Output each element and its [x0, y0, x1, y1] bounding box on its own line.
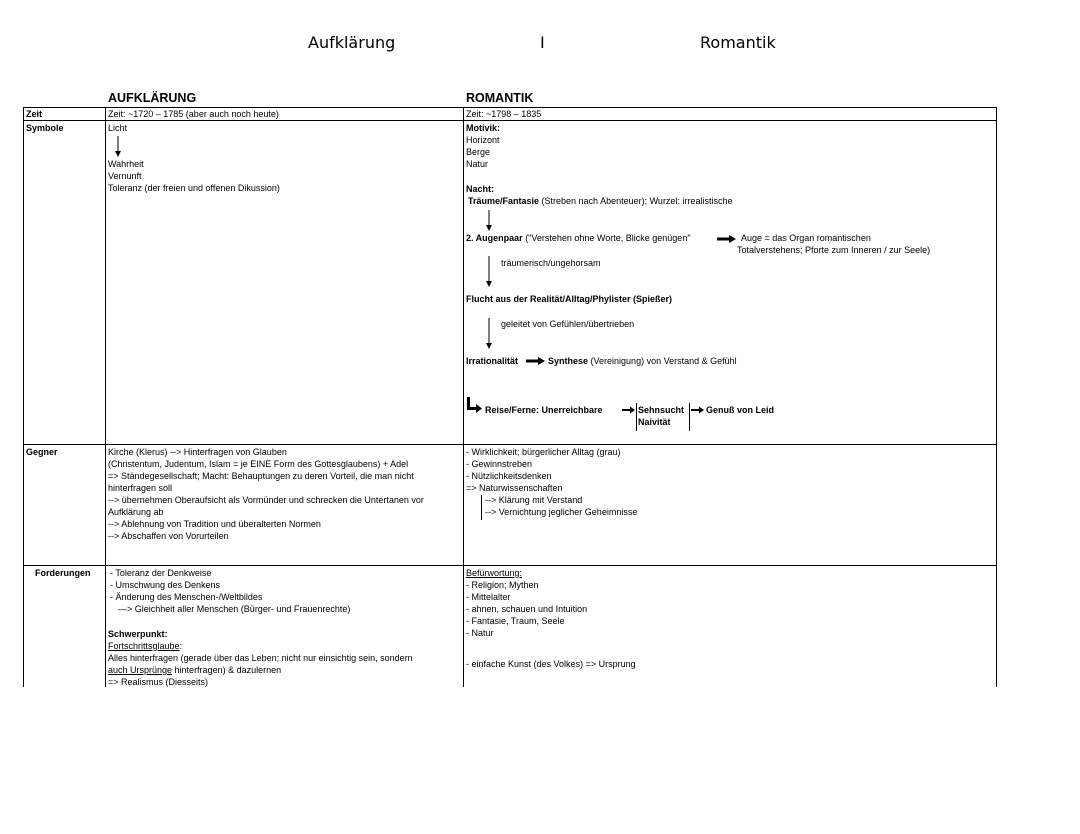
sehnsucht-bar-right [689, 403, 690, 431]
schwerpunkt-label: Schwerpunkt: [108, 629, 168, 639]
alles-line1: Alles hinterfragen (gerade über das Leben; nicht nur einsichtig sein, sondern [108, 653, 413, 663]
einfache-kunst: - einfache Kunst (des Volkes) => Ursprung [466, 659, 636, 669]
augenpaar-line [466, 232, 691, 244]
forderung-2: - Änderung des Menschen-/Weltbildes [110, 592, 263, 602]
reise: Reise/Ferne: Unerreichbare [485, 405, 603, 415]
arrow-right-icon [717, 235, 737, 243]
alles-underlined: auch Ursprünge [108, 665, 173, 675]
row-label-zeit: Zeit [26, 109, 43, 119]
symbol-vernunft: Vernunft [108, 171, 142, 181]
gegner-aufklaerung-7: --> Abschaffen von Vorurteilen [108, 531, 229, 541]
alles-line2 [108, 664, 281, 676]
motivik-natur: Natur [466, 159, 489, 169]
befuerwortung-0: - Religion; Mythen [466, 580, 539, 590]
gegner-aufklaerung-1: (Christentum, Judentum, Islam = je EINE Form des Gottesglaubens) + Adel [108, 459, 409, 469]
flucht: Flucht aus der Realität/Alltag/Phylister (Spießer) [466, 294, 673, 304]
gegner-aufklaerung-2: => Ständegesellschaft; Macht: Behauptungen zu deren Vorteil, die man nicht [108, 471, 414, 481]
traeume-bold: Träume/Fantasie [468, 196, 540, 206]
gegner-aufklaerung-4: --> übernehmen Oberaufsicht als Vormünder und schrecken die Untertanen vor [108, 495, 424, 505]
traeumerisch: träumerisch/ungehorsam [501, 258, 601, 268]
row-label-forderungen: Forderungen [35, 568, 91, 578]
gegner-bracket-bar [481, 495, 482, 520]
arrow-right-icon [526, 357, 546, 365]
gegner-aufklaerung-6: --> Ablehnung von Tradition und überalterten Normen [108, 519, 321, 529]
symbol-licht: Licht [108, 123, 128, 133]
motivik-berge: Berge [466, 147, 491, 157]
traeume-line [468, 195, 732, 207]
title-separator: I [540, 33, 545, 52]
befuerwortung-2: - ahnen, schauen und Intuition [466, 604, 588, 614]
fortschritt-text: Fortschrittsglaube [108, 641, 180, 651]
zeit-romantik: Zeit: ~1798 – 1835 [466, 109, 542, 119]
arrow-right-icon [691, 406, 705, 414]
grid-line-col2 [463, 107, 464, 687]
sehnsucht: Sehnsucht [638, 405, 685, 415]
symbol-wahrheit: Wahrheit [108, 159, 144, 169]
grid-line-col1 [105, 107, 106, 687]
grid-line-gegner [23, 565, 997, 566]
fortschritt-line [108, 640, 182, 652]
forderung-1: - Umschwung des Denkens [110, 580, 221, 590]
row-label-gegner: Gegner [26, 447, 58, 457]
motivik-horizont: Horizont [466, 135, 500, 145]
motivik-label: Motivik: [466, 123, 501, 133]
augenpaar-bold: 2. Augenpaar [466, 233, 523, 243]
right-title: Romantik [700, 33, 776, 52]
realismus: => Realismus (Diesseits) [108, 677, 209, 687]
fortschritt-colon: : [179, 641, 183, 651]
gegner-romantik-5: --> Vernichtung jeglicher Geheimnisse [485, 507, 638, 517]
alles-rest: hinterfragen) & dazulernen [172, 665, 282, 675]
arrow-down-icon [114, 136, 122, 158]
zeit-aufklaerung: Zeit: ~1720 – 1785 (aber auch noch heute) [108, 109, 279, 119]
grid-line-zeit [23, 120, 997, 121]
arrow-down-icon [485, 318, 493, 350]
synthese-rest: (Vereinigung) von Verstand & Gefühl [588, 356, 737, 366]
arrow-right-icon [622, 406, 636, 414]
synthese-bold: Synthese [548, 356, 589, 366]
gegner-romantik-3: => Naturwissenschaften [466, 483, 563, 493]
befuerwortung-4: - Natur [466, 628, 494, 638]
naivitaet: Naivität [638, 417, 671, 427]
grid-line-symbole [23, 444, 997, 445]
irrationalitaet: Irrationalität [466, 356, 519, 366]
traeume-rest: (Streben nach Abenteuer); Wurzel: irrealistische [539, 196, 733, 206]
gegner-romantik-2: - Nützlichkeitsdenken [466, 471, 552, 481]
corner-arrow-icon [467, 397, 483, 415]
auge-line2: Totalverstehens; Pforte zum Inneren / zur Seele) [737, 245, 931, 255]
nacht-label: Nacht: [466, 184, 495, 194]
befuerwortung-label: Befürwortung: [466, 568, 523, 578]
gegner-romantik-0: - Wirklichkeit; bürgerlicher Alltag (grau) [466, 447, 621, 457]
gegner-aufklaerung-5: Aufklärung ab [108, 507, 164, 517]
befuerwortung-3: - Fantasie, Traum, Seele [466, 616, 565, 626]
synthese-line [548, 355, 737, 367]
sehnsucht-bar-left [636, 403, 637, 431]
symbol-toleranz: Toleranz (der freien und offenen Dikussion) [108, 183, 280, 193]
genuss: Genuß von Leid [706, 405, 775, 415]
left-title: Aufklärung [308, 33, 396, 52]
gegner-romantik-1: - Gewinnstreben [466, 459, 533, 469]
auge-line1: Auge = das Organ romantischen [741, 233, 871, 243]
augenpaar-rest: ("Verstehen ohne Worte, Blicke genügen" [522, 233, 691, 243]
geleitet: geleitet von Gefühlen/übertrieben [501, 319, 635, 329]
arrow-down-icon [485, 256, 493, 288]
grid-line-right [996, 107, 997, 687]
forderung-0: - Toleranz der Denkweise [110, 568, 212, 578]
gegner-aufklaerung-3: hinterfragen soll [108, 483, 173, 493]
row-label-symbole: Symbole [26, 123, 64, 133]
column-heading-romantik: ROMANTIK [466, 91, 534, 105]
column-heading-aufklaerung: AUFKLÄRUNG [108, 91, 197, 105]
befuerwortung-1: - Mittelalter [466, 592, 511, 602]
forderung-3: —> Gleichheit aller Menschen (Bürger- und Frauenrechte) [118, 604, 351, 614]
gegner-aufklaerung-0: Kirche (Klerus) --> Hinterfragen von Glauben [108, 447, 287, 457]
arrow-down-icon [485, 210, 493, 232]
gegner-romantik-4: --> Klärung mit Verstand [485, 495, 583, 505]
grid-line-left [23, 107, 24, 687]
